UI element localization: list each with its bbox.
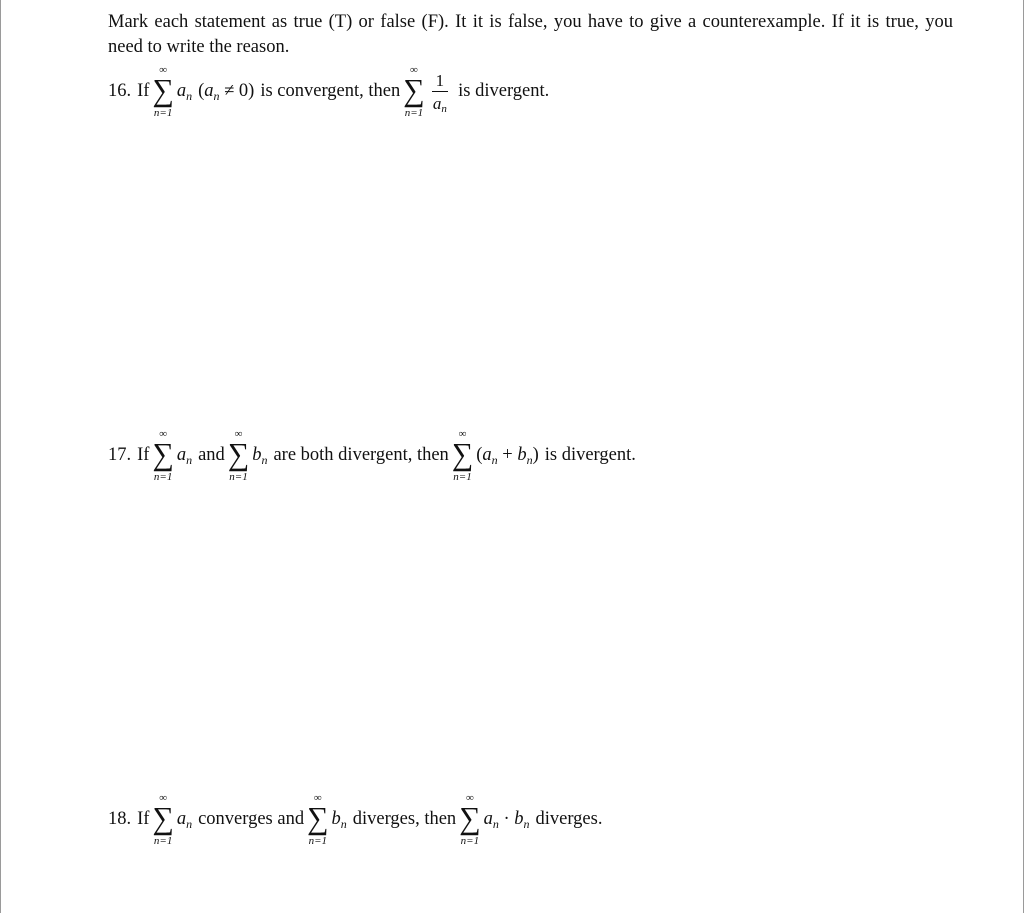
summation-lower-limit: n=1 [308, 835, 327, 847]
term-b-n: $b_n$ [252, 445, 268, 467]
sigma-icon: ∑ [152, 801, 174, 836]
problem-number: 17. [108, 445, 132, 465]
term-b-n: $b_n$ [331, 809, 347, 831]
summation-symbol [307, 792, 328, 847]
summation-symbol [152, 64, 173, 119]
sigma-icon: ∑ [403, 73, 425, 108]
sigma-icon: ∑ [227, 437, 250, 472]
term-a-n: $a_n$ [176, 445, 193, 467]
summation-lower-limit: n=1 [404, 107, 424, 119]
summation-upper-limit: ∞ [234, 428, 243, 440]
sigma-icon: ∑ [152, 73, 174, 108]
summation-upper-limit: ∞ [465, 792, 474, 804]
sigma-icon: ∑ [459, 801, 481, 836]
sigma-icon: ∑ [152, 437, 174, 472]
problem-number: 18. [108, 809, 132, 829]
summation-upper-limit: ∞ [159, 792, 168, 804]
summation-upper-limit: ∞ [410, 64, 418, 76]
problem-18 [108, 792, 602, 847]
summation-upper-limit: ∞ [159, 64, 168, 76]
statement-text: are both divergent, then [273, 445, 449, 465]
summation-symbol [452, 428, 473, 483]
fraction-denominator: $a_n$ [432, 93, 447, 115]
summation-lower-limit: n=1 [453, 471, 472, 483]
if-word: If [137, 81, 150, 101]
summation-lower-limit: n=1 [229, 471, 248, 483]
summation-symbol [459, 792, 480, 847]
summation-symbol [152, 428, 173, 483]
summation-upper-limit: ∞ [458, 428, 467, 440]
problem-number: 16. [108, 81, 132, 101]
statement-conclusion: is divergent. [458, 81, 550, 101]
problem-17 [108, 428, 636, 483]
summation-lower-limit: n=1 [153, 107, 173, 119]
if-word: If [137, 809, 150, 829]
fraction-one-over-a-n [432, 70, 449, 115]
term-a-n: $a_n$ [176, 81, 193, 103]
summation-symbol [228, 428, 249, 483]
sigma-icon: ∑ [451, 437, 474, 472]
instructions-text: Mark each statement as true (T) or false (F). It it is false, you have to give a counterexample. If it is true, you need to write the reason. [108, 12, 953, 57]
sigma-icon: ∑ [307, 801, 329, 836]
statement-text: and [198, 445, 225, 465]
fraction-numerator: 1 [432, 72, 449, 92]
summation-symbol [403, 64, 424, 119]
summation-lower-limit: n=1 [460, 835, 480, 847]
condition-a-n-nonzero: $(a_n \ne 0)$ [198, 81, 255, 103]
summation-upper-limit: ∞ [313, 792, 322, 804]
statement-text: is convergent, then [260, 81, 401, 101]
if-word: If [137, 445, 150, 465]
statement-text: converges and [198, 809, 305, 829]
statement-text: diverges, then [352, 809, 457, 829]
term-a-n-plus-b-n: $(a_n + b_n)$ [476, 445, 539, 467]
statement-conclusion: diverges. [535, 809, 603, 829]
term-a-n: $a_n$ [176, 809, 193, 831]
problem-16 [108, 64, 549, 119]
summation-symbol [152, 792, 173, 847]
summation-lower-limit: n=1 [153, 835, 173, 847]
summation-upper-limit: ∞ [159, 428, 168, 440]
term-a-n-dot-b-n: $a_n \cdot b_n$ [483, 809, 530, 831]
summation-lower-limit: n=1 [153, 471, 173, 483]
statement-conclusion: is divergent. [544, 445, 636, 465]
